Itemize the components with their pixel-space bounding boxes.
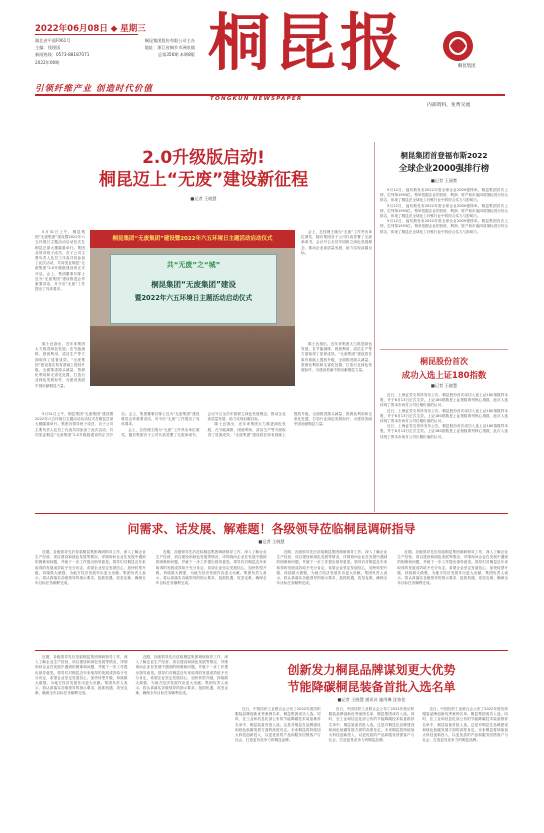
newspaper-title: 桐昆报 (208, 6, 407, 79)
story3-headline: 问需求、话发展、解难题！各级领导莅临桐昆调研指导 (127, 522, 416, 536)
side2-headline-1: 桐昆股份首次 (420, 357, 468, 366)
lead-col-right-lower: 陈士良指出，近年来集团大力推进绿色发展，在节能减排、固废利用、清洁生产等方面取得了显著成效。“无废集团”建设将在原有基础上提档升级，全面推进源头减量、资源化利用和无害化处置，打造行业绿色发展标杆，为建设美丽中国贡献桐昆力量。 (301, 342, 372, 373)
issue-info: 湖北省平面F061号 桐昆集团股份有限公司主办 主编：钱建国 地址：浙江省桐乡市洲泉镇 新闻热线：0573-88187071 总第356期 本期8版 (35, 38, 195, 57)
masthead-meta: 内部资料，免费交流 (427, 103, 471, 108)
story-brand (235, 655, 508, 825)
lead-byline: ■记者 王晓慧 (190, 196, 217, 201)
screen-subtitle: 暨2022年六五环境日主题活动启动仪式 (134, 294, 253, 302)
story4-headline-1: 创新发力桐昆品牌谋划更大优势 (287, 663, 456, 677)
lead-col-right: 会上，总经理王刚为“无废”工作突出单位颁奖，随后集团各子公司代表签署了无废承诺书，会议号召全员牢固树立绿色发展理念，推动企业高质量发展，助力实现双碳目标。 (301, 230, 372, 255)
story4-headline-2: 节能降碳桐昆装备首批入选名单 (287, 680, 456, 694)
slogan: 引领纤维产业 创造时代价值 (35, 84, 153, 94)
story-visits (35, 516, 508, 646)
lead-col-left: 5月31日上午，桐昆集团“无废集团”建设暨2022年六五环境日主题活动启动仪式在桐昆总部大楼隆重举行。集团各领导班子成员、各子公司主要负责人及员工代表共同参加了此次活动，共同见证桐昆“无废集团”2.0升级版建设的正式开启。会上，集团董事长陈士良为“无废集团”建设推进会作重要讲话，对今后“无废”工作提出了具体要求。 (35, 230, 85, 292)
side2-headline-2: 成功入选上证180指数 (401, 370, 487, 380)
side1-text: 5月12日，福布斯发布2022年度全球企业2000强榜单。桐昆集团首次上榜，位列第1993位。榜单依据企业的营收、利润、资产和市值四项指标进行综合排名，体现了桐昆在全球化工纤维行业中的综合实力与影响力。 5月12日，福布斯发布2022年度全球企业2000强榜单。桐昆集团首次上榜，位列第1993位。榜单依据企业的营收、利润、资产和市值四项指标进行综合排名，体现了桐昆在全球化工纤维行业中的综合实力与影响力。 5月12日，福布斯发布2022年度全球企业2000强榜单。桐昆集团首次上榜，位列第1993位。榜单依据企业的营收、利润、资产和市值四项指标进行综合排名，体现了桐昆在全球化工纤维行业中的综合实力与影响力。 (380, 188, 508, 234)
logo (432, 26, 500, 70)
story4-byline: ■记者 王晓慧 通讯员 施用琳 沈家伦 (337, 697, 406, 702)
masthead-date: 2022年06月08日 ◆ 星期三 (35, 24, 146, 34)
screen-title: 桐昆集团“无废集团”建设 (151, 280, 236, 289)
lead-photo (90, 230, 295, 386)
lead-col-left-lower: 陈士良指出，近年来集团大力推进绿色发展，在节能减排、固废利用、清洁生产等方面取得了显著成效。“无废集团”建设将在原有基础上提档升级，全面推进源头减量、资源化利用和无害化处置，打造行业绿色发展标杆，为建设美丽中国贡献桐昆力量。 (35, 342, 85, 388)
lead-story (35, 142, 372, 404)
logo-caption: 桐昆集团 (458, 64, 476, 69)
issue-number: 2022年06期 (35, 60, 60, 65)
story3-text: 近期，各级领导先后莅临桐昆集团调研指导工作，深入了解企业生产经营、项目建设和绿色发展等情况，详细询问企业在发展中遇到的困难和问题，并就下一步工作提出指导意见。领导们对桐昆近年来取得的发展成效给予充分肯定，希望企业坚定发展信心，加快转型升级，持续做大做强，为地方经济发展作出更大贡献。集团负责人表示，将认真落实各级领导的指示要求，抢抓机遇，攻坚克难，确保全年目标任务顺利完成。 近期，各级领导先后莅临桐昆集团调研指导工作，深入了解企业生产经营、项目建设和绿色发展等情况，详细询问企业在发展中遇到的困难和问题，并就下一步工作提出指导意见。领导们对桐昆近年来取得的发展成效给予充分肯定，希望企业坚定发展信心，加快转型升级，持续做大做强，为地方经济发展作出更大贡献。集团负责人表示，将认真落实各级领导的指示要求，抢抓机遇，攻坚克难，确保全年目标任务顺利完成。 近期，各级领导先后莅临桐昆集团调研指导工作，深入了解企业生产经营、项目建设和绿色发展等情况，详细询问企业在发展中遇到的困难和问题，并就下一步工作提出指导意见。领导们对桐昆近年来取得的发展成效给予充分肯定，希望企业坚定发展信心，加快转型升级，持续做大做强，为地方经济发展作出更大贡献。集团负责人表示，将认真落实各级领导的指示要求，抢抓机遇，攻坚克难，确保全年目标任务顺利完成。 近期，各级领导先后莅临桐昆集团调研指导工作，深入了解企业生产经营、项目建设和绿色发展等情况，详细询问企业在发展中遇到的困难和问题，并就下一步工作提出指导意见。领导们对桐昆近年来取得的发展成效给予充分肯定，希望企业坚定发展信心，加快转型升级，持续做大做强，为地方经济发展作出更大贡献。集团负责人表示，将认真落实各级领导的指示要求，抢抓机遇，攻坚克难，确保全年目标任务顺利完成。 (35, 550, 508, 586)
photo-banner: 桐昆集团“无废集团”建设暨2022年六五环境日主题活动启动仪式 (90, 230, 295, 248)
lead-headline-2: 桐昆迈上“无废”建设新征程 (98, 170, 309, 190)
title-pinyin: TONGKUN NEWSPAPER (210, 96, 303, 102)
side2-text: 近日，上海证券交易所发布公告，桐昆股份首次成功入选上证180指数样本股，并于6月13日正式生效。上证180指数是上证指数系列核心指数，此次入选体现了资本市场对公司长期价值的认可。 近日，上海证券交易所发布公告，桐昆股份首次成功入选上证180指数样本股，并于6月13日正式生效。上证180指数是上证指数系列核心指数，此次入选体现了资本市场对公司长期价值的认可。 近日，上海证券交易所发布公告，桐昆股份首次成功入选上证180指数样本股，并于6月13日正式生效。上证180指数是上证指数系列核心指数，此次入选体现了资本市场对公司长期价值的认可。 (380, 393, 508, 439)
masthead (0, 0, 544, 110)
story4-left-text: 近期，各级领导先后莅临桐昆集团调研指导工作，深入了解企业生产经营、项目建设和绿色发展等情况，详细询问企业在发展中遇到的困难和问题，并就下一步工作提出指导意见。领导们对桐昆近年来取得的发展成效给予充分肯定，希望企业坚定发展信心，加快转型升级，持续做大做强，为地方经济发展作出更大贡献。集团负责人表示，将认真落实各级领导的指示要求，抢抓机遇，攻坚克难，确保全年目标任务顺利完成。 近期，各级领导先后莅临桐昆集团调研指导工作，深入了解企业生产经营、项目建设和绿色发展等情况，详细询问企业在发展中遇到的困难和问题，并就下一步工作提出指导意见。领导们对桐昆近年来取得的发展成效给予充分肯定，希望企业坚定发展信心，加快转型升级，持续做大做强，为地方经济发展作出更大贡献。集团负责人表示，将认真落实各级领导的指示要求，抢抓机遇，攻坚克难，确保全年目标任务顺利完成。 (35, 655, 228, 696)
story4-text: 近日，中国纺织工业联合会公布了2022年度纺织服装品牌创新优秀案例名单，桐昆集团成功入选。同时，在工业和信息化部公布的节能降碳技术装备推荐名单中，桐昆装备首批入选。这是对桐昆在品牌建设和绿色低碳发展方面的高度肯定。未来桐昆将持续加大科技创新投入，以更优质的产品和服务回馈客户与社会，打造更具竞争力的桐昆品牌。 近日，中国纺织工业联合会公布了2022年度纺织服装品牌创新优秀案例名单，桐昆集团成功入选。同时，在工业和信息化部公布的节能降碳技术装备推荐名单中，桐昆装备首批入选。这是对桐昆在品牌建设和绿色低碳发展方面的高度肯定。未来桐昆将持续加大科技创新投入，以更优质的产品和服务回馈客户与社会，打造更具竞争力的桐昆品牌。 近日，中国纺织工业联合会公布了2022年度纺织服装品牌创新优秀案例名单，桐昆集团成功入选。同时，在工业和信息化部公布的节能降碳技术装备推荐名单中，桐昆装备首批入选。这是对桐昆在品牌建设和绿色低碳发展方面的高度肯定。未来桐昆将持续加大科技创新投入，以更优质的产品和服务回馈客户与社会，打造更具竞争力的桐昆品牌。 (235, 707, 508, 743)
lead-bottom-text: 5月31日上午，桐昆集团“无废集团”建设暨2022年六五环境日主题活动启动仪式在桐昆总部大楼隆重举行。集团各领导班子成员、各子公司主要负责人及员工代表共同参加了此次活动，共同见证桐昆“无废集团”2.0升级版建设的正式开启。会上，集团董事长陈士良为“无废集团”建设推进会作重要讲话，对今后“无废”工作提出了具体要求。 会上，总经理王刚为“无废”工作突出单位颁奖，随后集团各子公司代表签署了无废承诺书，会议号召全员牢固树立绿色发展理念，推动企业高质量发展，助力实现双碳目标。 陈士良指出，近年来集团大力推进绿色发展，在节能减排、固废利用、清洁生产等方面取得了显著成效。“无废集团”建设将在原有基础上提档升级，全面推进源头减量、资源化利用和无害化处置，打造行业绿色发展标杆，为建设美丽中国贡献桐昆力量。 (35, 412, 372, 437)
photo-stage (90, 326, 295, 386)
lead-headline-1: 2.0升级版启动! (142, 148, 265, 168)
screen-slogan: 共“无废”之“城” (166, 261, 221, 269)
photo-screen (110, 254, 277, 324)
side1-headline-2: 全球企业2000强排行榜 (398, 163, 490, 173)
story3-byline: ■记者 王晓慧 (258, 539, 285, 544)
side1-byline: ■记者 王丽楚 (430, 178, 458, 183)
side2-byline: ■记者 王晓慧 (430, 383, 458, 388)
side1-headline-1: 桐昆集团首登福布斯2022 (400, 151, 488, 160)
